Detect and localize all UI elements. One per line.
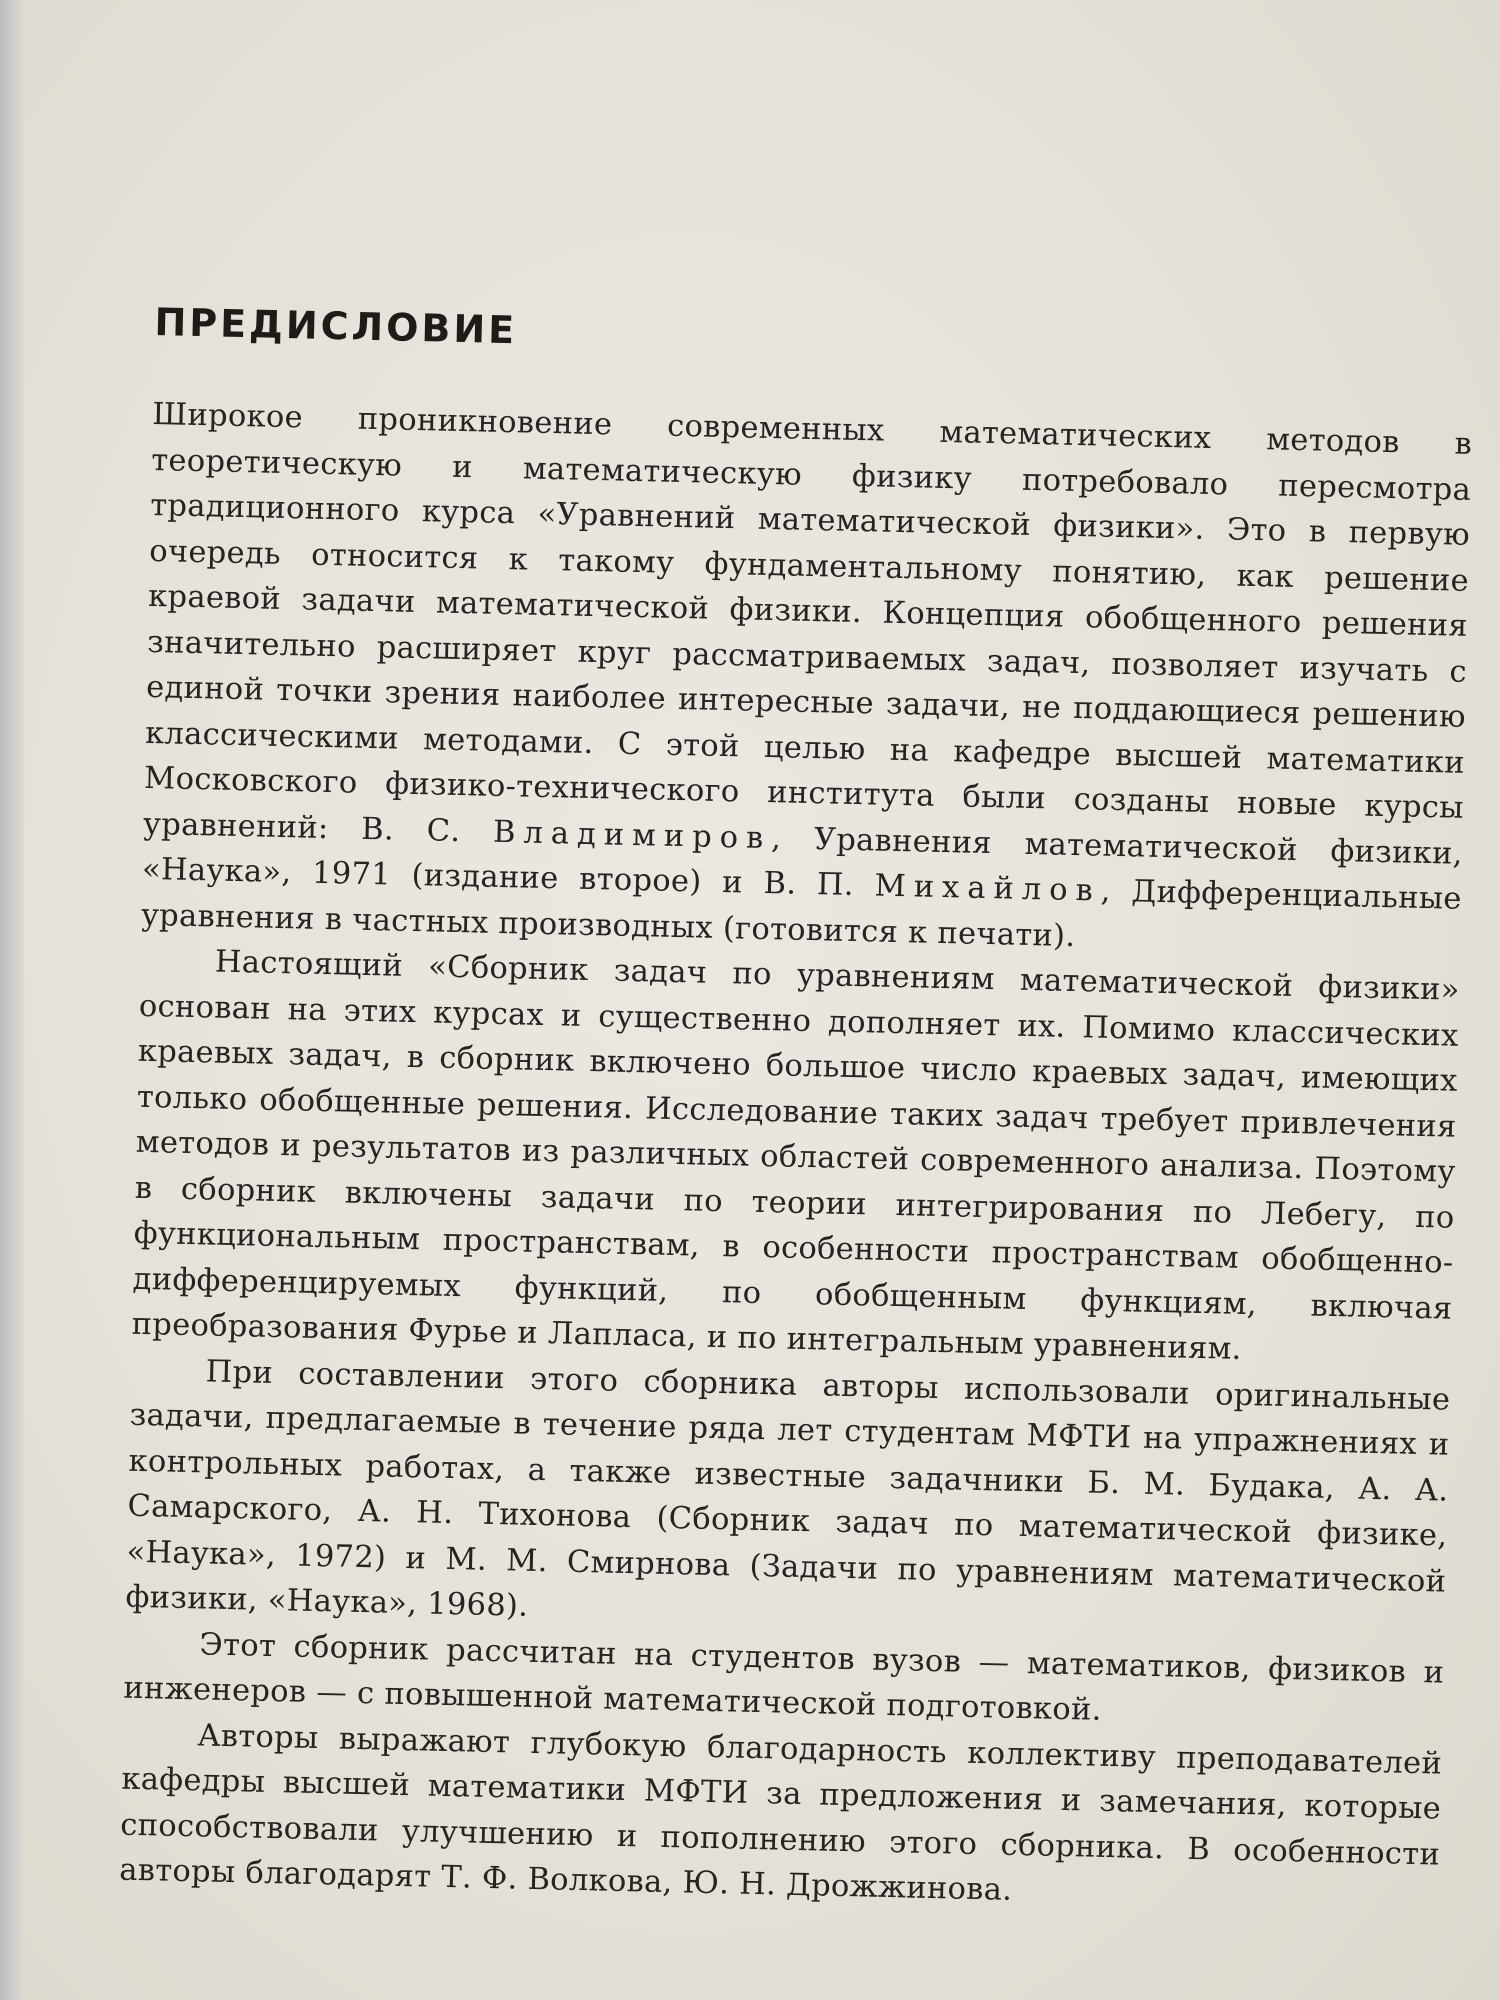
page-title: ПРЕДИСЛОВИЕ <box>154 300 518 353</box>
text-run: Авторы выражают глубокую благодарность коллективу преподавателей кафедры высшей математики МФТИ за предложения и замечания, которые способствовали улучшению и пополнению этого сборника. В особенности авторы благодарят Т. Ф. Волкова, Ю. Н. Дрожжинова. <box>118 1717 1443 1908</box>
book-page <box>24 0 1500 2000</box>
text-run: Настоящий «Сборник задач по уравнениям математической физики» основан на этих курсах и существенно дополняет их. Помимо классических краевых задач, в сборник включено большое число краевых задач, имеющих только обобщенные решения. Исследование таких задач требует привлечения методов и результатов из различных областей современного анализа. Поэтому в сборник включены задачи по теории интегрирования по Лебегу, по функциональным пространствам, в особенности пространствам обобщенно-дифференцируемых функций, по обобщенным функциям, включая преобразования Фурье и Лапласа, и по интегральным уравнениям. <box>131 944 1461 1367</box>
text-run: , Уравнения математической физики, «Наука», 1971 (издание второе) и В. П. <box>141 820 1464 904</box>
text-run: Широкое проникновение современных математических методов в теоретическую и математическую физику потребовало пересмотра традиционного курса «Уравнений математической физики». Это в первую очередь относится к такому фундаментальному понятию, как решение краевой задачи математической физики. Концепция обобщенного решения значительно расширяет круг рассматриваемых задач, позволяет изучать с единой точки зрения наиболее интересные задачи, не поддающиеся решению классическими методами. С этой целью на кафедре высшей математики Московского физико-технического института были созданы новые курсы уравнений: В. С. <box>142 396 1473 850</box>
text-run: При составлении этого сборника авторы использовали оригинальные задачи, предлагаемые в течение ряда лет студентам МФТИ на упражнениях и контрольных работах, а также известные задачники Б. М. Будака, А. А. Самарского, А. Н. Тихонова (Сборник задач по математической физике, «Наука», 1972) и М. М. Смирнова (Задачи по уравнениям математической физики, «Наука», 1968). <box>125 1353 1451 1624</box>
paragraph-3 <box>125 1347 1451 1650</box>
text-run: Этот сборник рассчитан на студентов вузов — математиков, физиков и инженеров — с повышенной математической подготовкой. <box>123 1626 1445 1728</box>
page-edge <box>0 0 24 2000</box>
author-name-spaced: Владимиров <box>492 814 772 856</box>
paragraph-1 <box>141 392 1473 968</box>
text-run: , Дифференциальные уравнения в частных производных (готовится к печати). <box>140 873 1463 954</box>
paragraph-5 <box>119 1711 1443 1923</box>
paragraph-2 <box>131 938 1460 1377</box>
author-name-spaced: Михайлов <box>874 868 1102 909</box>
page-content <box>119 300 1475 1923</box>
